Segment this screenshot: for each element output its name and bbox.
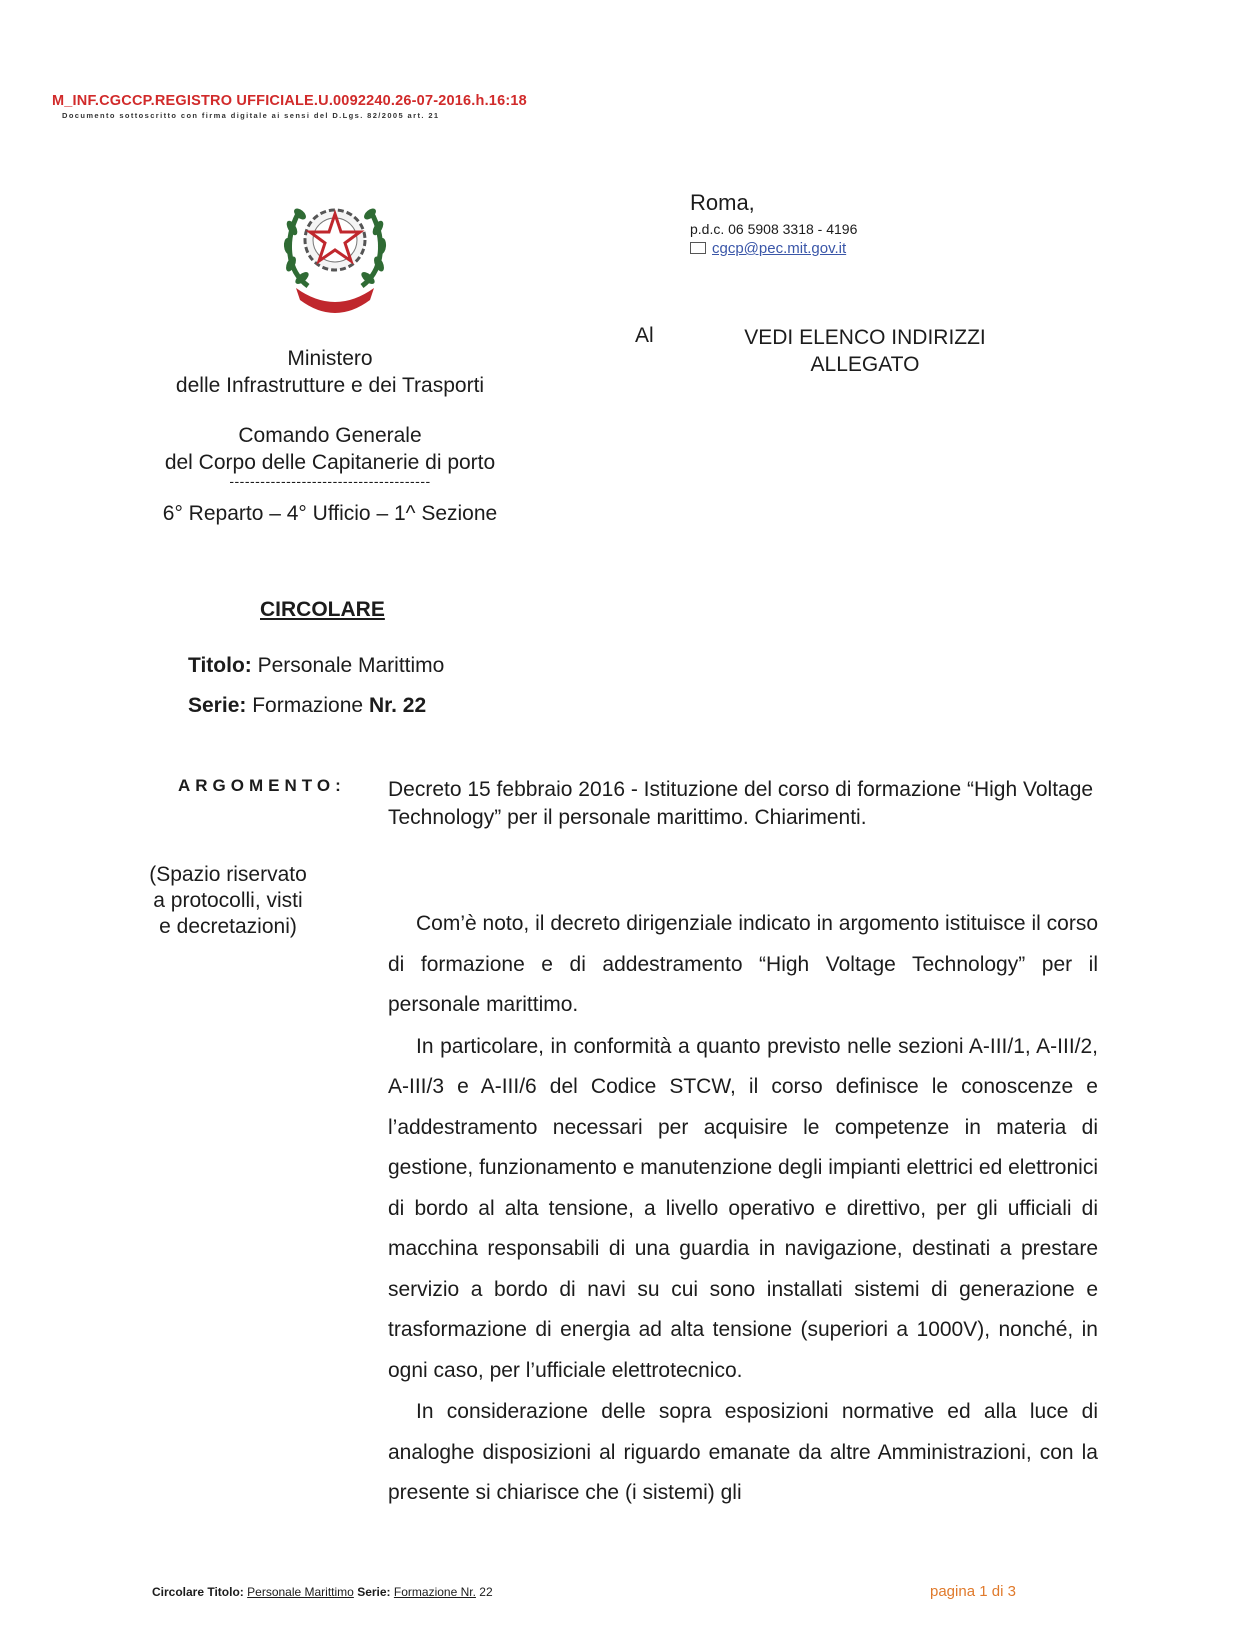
recipient-line-1: VEDI ELENCO INDIRIZZI [744, 326, 986, 349]
serie-label: Serie: [188, 694, 247, 717]
serie-value: Formazione [252, 694, 364, 717]
contact-phone: p.d.c. 06 5908 3318 - 4196 [690, 221, 858, 237]
footer-reference [152, 1585, 493, 1599]
ministry-line-1: Ministero [287, 347, 373, 370]
comando-line-1: Comando Generale [238, 424, 422, 447]
footer-titolo-value: Personale Marittimo [247, 1585, 354, 1599]
margin-note-line-2: a protocolli, visti [153, 889, 303, 912]
separator-line: --------------------------------------- [229, 473, 431, 489]
recipient-block [700, 324, 1030, 378]
recipient-line-2: ALLEGATO [810, 353, 920, 376]
protocol-stamp: M_INF.CGCCP.REGISTRO UFFICIALE.U.0092240.26-07-2016.h.16:18 [52, 93, 527, 109]
titolo-value: Personale Marittimo [257, 654, 445, 677]
margin-note [138, 862, 318, 940]
place-of-issue: Roma, [690, 190, 755, 215]
margin-note-line-1: (Spazio riservato [149, 863, 307, 886]
ministry-line-2: delle Infrastrutture e dei Trasporti [175, 374, 485, 397]
serie-line [188, 694, 426, 718]
envelope-icon [690, 242, 706, 254]
titolo-line [188, 654, 444, 678]
body-paragraph-1: Com’è noto, il decreto dirigenziale indicato in argomento istituisce il corso di formazione e di addestramento “High Voltage Technology” per il personale marittimo. [388, 912, 1098, 1016]
titolo-label: Titolo: [188, 654, 252, 677]
recipient-prefix: Al [635, 324, 654, 347]
email-link[interactable]: cgcp@pec.mit.gov.it [712, 240, 847, 257]
document-type-heading: CIRCOLARE [260, 598, 385, 621]
page-number: pagina 1 di 3 [930, 1583, 1016, 1600]
digital-signature-note: Documento sottoscritto con firma digitale ai sensi del D.Lgs. 82/2005 art. 21 [62, 111, 440, 120]
footer-titolo-label: Circolare Titolo: [152, 1585, 244, 1599]
emblem-icon [278, 188, 392, 316]
argomento-text: Decreto 15 febbraio 2016 - Istituzione del corso di formazione “High Voltage Technology” per il personale marittimo. Chiarimenti. [388, 778, 1094, 829]
comando-name [130, 422, 530, 476]
footer-serie-value: Formazione Nr. [393, 1585, 476, 1599]
italian-republic-emblem [278, 188, 392, 316]
footer-number: 22 [479, 1585, 493, 1599]
serie-number: Nr. 22 [368, 694, 427, 717]
footer-serie-label: Serie: [357, 1585, 391, 1599]
comando-line-2: del Corpo delle Capitanerie di porto [164, 451, 496, 474]
contact-email[interactable] [690, 240, 846, 257]
body-paragraph-3: In considerazione delle sopra esposizioni normative ed alla luce di analoghe disposizioni al riguardo emanate da altre Amministrazioni, con la presente si chiarisce che (i sistemi) gli [388, 1400, 1098, 1504]
argomento-label: ARGOMENTO: [178, 776, 346, 795]
ministry-name [130, 345, 530, 399]
department: 6° Reparto – 4° Ufficio – 1^ Sezione [162, 502, 498, 525]
body-paragraph-2: In particolare, in conformità a quanto previsto nelle sezioni A-III/1, A-III/2, A-III/3 e A-III/6 del Codice STCW, il corso definisce le conoscenze e l’addestramento necessari per acquisire le competenze in materia di gestione, funzionamento e manutenzione degli impianti elettrici ed elettronici di bordo al alta tensione, a livello operativo e direttivo, per gli ufficiali di macchina responsabili di una guardia in navigazione, destinati a prestare servizio a bordo di navi su cui sono installati sistemi di generazione e trasformazione di energia ad alta tensione (superiori a 1000V), nonché, in ogni caso, per l’ufficiale elettrotecnico. [388, 1034, 1098, 1382]
margin-note-line-3: e decretazioni) [159, 915, 297, 938]
body-text [388, 904, 1098, 1515]
